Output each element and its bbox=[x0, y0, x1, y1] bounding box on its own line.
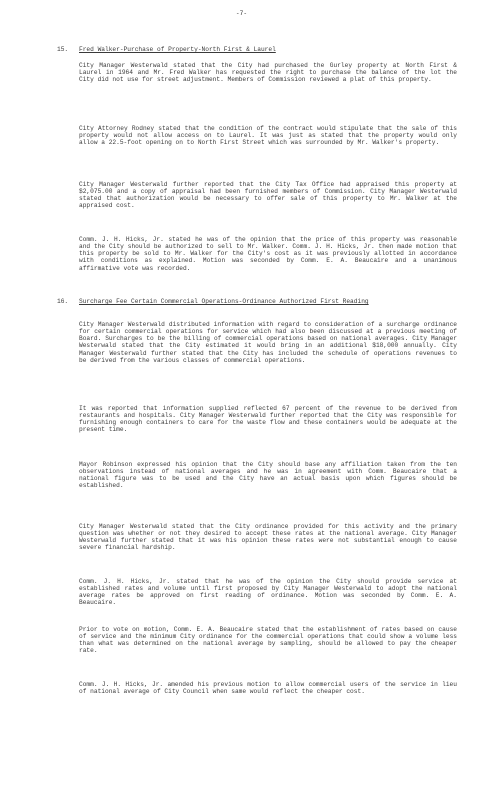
paragraph: City Manager Westerwald distributed information with regard to consideration of a surcharge ordinance for certain commercial operations for service which had also been discussed at a previous meeting of Board. Surcharges to be the billing of commercial operations based on national averages. City Manager Westerwald stated that the City estimated it would bring in an additional $18,000 annually. City Manager Westerwald further stated that the City has included the schedule of operations revenues to be derived from the various classes of commercial operations. bbox=[79, 321, 457, 364]
item-number: 16. bbox=[57, 298, 69, 305]
paragraph: Prior to vote on motion, Comm. E. A. Beaucaire stated that the establishment of rates based on cause of service and the minimum City ordinance for the commercial operations that could show a volume less than what was determined on the national average by sampling, should be allowed to pay the cheaper rate. bbox=[79, 626, 457, 655]
paragraph: Comm. J. H. Hicks, Jr. amended his previous motion to allow commercial users of the service in lieu of national average of City Council when same would reflect the cheaper cost. bbox=[79, 681, 457, 696]
paragraph: City Manager Westerwald stated that the City had purchased the Gurley property at North First & Laurel in 1964 and Mr. Fred Walker has requested the right to purchase the balance of the lot the City did not use for street adjustment. Members of Commission reviewed a plat of this property. bbox=[79, 62, 457, 84]
page-number: -7- bbox=[235, 10, 248, 17]
paragraph: City Manager Westerwald further reported that the City Tax Office had appraised this property at $2,075.00 and a copy of appraisal had been furnished members of Commission. City Manager Westerwald stated that authorization would be necessary to offer sale of this property to Mr. Walker at the appraised cost. bbox=[79, 181, 457, 210]
paragraph: City Attorney Rodney stated that the condition of the contract would stipulate that the sale of this property would not allow access on to Laurel. It was just as stated that the property would only allow a 22.5-foot opening on to North First Street which was surrounded by Mr. Walker's property. bbox=[79, 125, 457, 147]
paragraph: Comm. J. H. Hicks, Jr. stated he was of the opinion that the price of this property was reasonable and the City should be authorized to sell to Mr. Walker. Comm. J. H. Hicks, Jr. then made motion that this property be sold to Mr. Walker for the City's cost as it was previously allotted in accordance with conditions as explained. Motion was seconded by Comm. E. A. Beaucaire and a unanimous affirmative vote was recorded. bbox=[79, 236, 457, 272]
paragraph: It was reported that information supplied reflected 67 percent of the revenue to be derived from restaurants and hospitals. City Manager Westerwald further reported that the City was responsible for furnishing enough containers to care for the waste flow and these containers would be adequate at the present time. bbox=[79, 405, 457, 434]
paragraph: Mayor Robinson expressed his opinion that the City should base any affiliation taken from the ten observations instead of national averages and he was in agreement with Comm. Beaucaire that a national figure was to be used and the City have an actual basis upon which figures should be established. bbox=[79, 461, 457, 490]
paragraph: City Manager Westerwald stated that the City ordinance provided for this activity and the primary question was whether or not they desired to accept these rates at the national average. City Manager Westerwald further stated that it was his opinion these rates were not substantial enough to cause severe financial hardship. bbox=[79, 523, 457, 552]
item-number: 15. bbox=[57, 46, 69, 53]
item-title: Surcharge Fee Certain Commercial Operations-Ordinance Authorized First Reading bbox=[79, 298, 369, 305]
paragraph: Comm. J. H. Hicks, Jr. stated that he was of the opinion the City should provide service at established rates and volume until first proposed by City Manager Westerwald to adopt the national average rates be approved on first reading of ordinance. Motion was seconded by Comm. E. A. Beaucaire. bbox=[79, 578, 457, 607]
item-title: Fred Walker-Purchase of Property-North First & Laurel bbox=[79, 46, 276, 53]
